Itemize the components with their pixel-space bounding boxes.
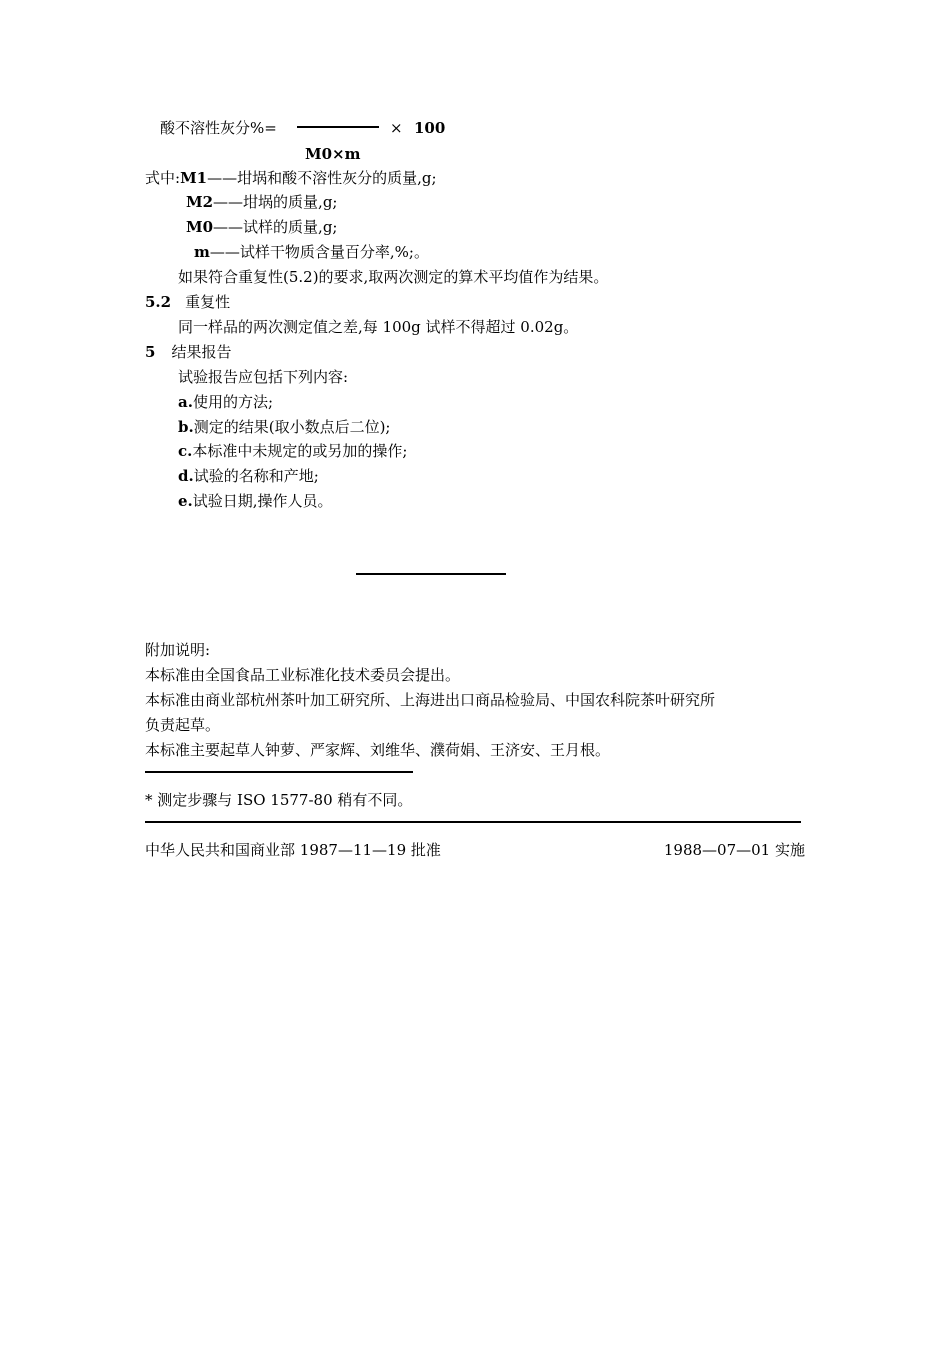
- section-5-heading: [145, 342, 231, 362]
- symbol-m-line: [194, 242, 429, 262]
- symbols-intro: 式中:: [145, 169, 181, 187]
- symbol-m2-line: [186, 192, 337, 212]
- symbol-m0-line: [186, 217, 337, 237]
- list-item-text: 试验的名称和产地;: [193, 467, 319, 485]
- footer-effective: 1988—07—01 实施: [663, 841, 805, 859]
- additional-line-2: 本标准由商业部杭州茶叶加工研究所、上海进出口商品检验局、中国农科院茶叶研究所: [145, 691, 716, 709]
- end-divider: [356, 573, 506, 575]
- symbol-m2: M2: [186, 193, 214, 211]
- fraction-bar: [297, 126, 379, 128]
- list-item-text: 试验日期,操作人员。: [192, 492, 333, 510]
- formula-factor: 100: [414, 119, 446, 137]
- symbol-m0-def: ——试样的质量,g;: [213, 218, 338, 236]
- symbol-m1: M1: [180, 169, 208, 187]
- additional-line-1: 本标准由全国食品工业标准化技术委员会提出。: [145, 666, 461, 684]
- list-item-text: 测定的结果(取小数点后二位);: [193, 418, 391, 436]
- footnote-divider: [145, 771, 413, 773]
- list-item-letter: e.: [178, 492, 193, 510]
- list-item: [178, 441, 407, 461]
- additional-line-3: 负责起草。: [145, 716, 221, 734]
- list-item-text: 本标准中未规定的或另加的操作;: [192, 442, 408, 460]
- list-item-text: 使用的方法;: [192, 393, 274, 411]
- list-item-letter: d.: [178, 467, 194, 485]
- list-item-letter: a.: [178, 393, 193, 411]
- symbol-m1-line: [145, 168, 437, 188]
- list-item: [178, 491, 333, 511]
- symbol-m1-def: ——坩埚和酸不溶性灰分的质量,g;: [207, 169, 437, 187]
- formula-denominator: M0×m: [305, 145, 361, 163]
- list-item: [178, 392, 273, 412]
- formula-times: ×: [390, 119, 403, 137]
- symbol-m2-def: ——坩埚的质量,g;: [213, 193, 338, 211]
- symbol-m0: M0: [186, 218, 214, 236]
- additional-line-4: 本标准主要起草人钟萝、严家辉、刘维华、濮荷娟、王济安、王月根。: [145, 741, 611, 759]
- list-item: [178, 417, 390, 437]
- footer-divider: [145, 821, 801, 823]
- list-item: [178, 466, 319, 486]
- footnote: * 测定步骤与 ISO 1577-80 稍有不同。: [145, 791, 413, 809]
- section-5-2-heading: [145, 292, 230, 312]
- result-note: 如果符合重复性(5.2)的要求,取两次测定的算术平均值作为结果。: [178, 268, 609, 286]
- section-5-number: 5: [145, 343, 156, 361]
- list-item-letter: c.: [178, 442, 193, 460]
- additional-heading: 附加说明:: [145, 641, 211, 659]
- section-5-title: 结果报告: [171, 343, 232, 361]
- symbol-m: m: [194, 243, 210, 261]
- formula-lhs: 酸不溶性灰分%=: [160, 119, 277, 137]
- symbol-m-def: ——试样干物质含量百分率,%;。: [209, 243, 429, 261]
- list-item-letter: b.: [178, 418, 194, 436]
- footer-approved: 中华人民共和国商业部 1987—11—19 批准: [145, 841, 441, 859]
- section-5-2-title: 重复性: [185, 293, 231, 311]
- section-5-2-body: 同一样品的两次测定值之差,每 100g 试样不得超过 0.02g。: [178, 318, 579, 336]
- section-5-intro: 试验报告应包括下列内容:: [178, 368, 349, 386]
- section-5-2-number: 5.2: [145, 293, 172, 311]
